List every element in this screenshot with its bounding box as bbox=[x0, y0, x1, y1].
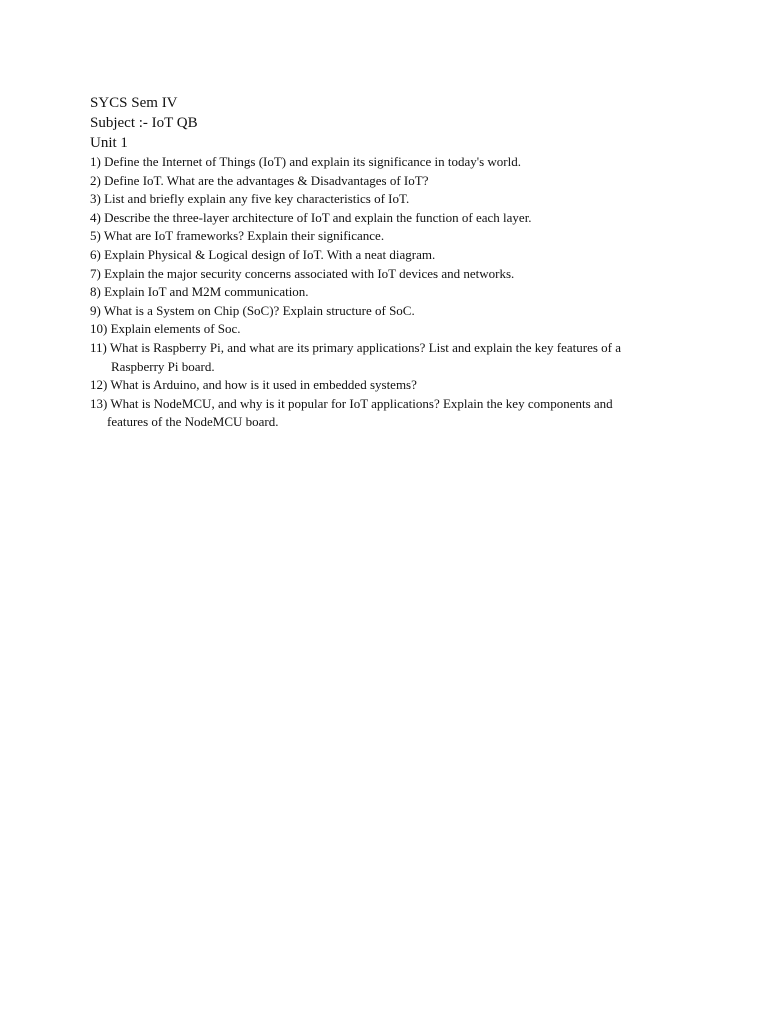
question-text: 2) Define IoT. What are the advantages & Disadvantages of IoT? bbox=[90, 172, 429, 188]
question-text-continuation: Raspberry Pi board. bbox=[111, 358, 215, 374]
question-text: 3) List and briefly explain any five key characteristics of IoT. bbox=[90, 191, 410, 207]
question-text: 4) Describe the three-layer architecture of IoT and explain the function of each layer. bbox=[90, 209, 532, 225]
question-item bbox=[90, 339, 690, 376]
question-list bbox=[90, 153, 690, 432]
question-item bbox=[90, 376, 690, 395]
subject-title: Subject :- IoT QB bbox=[90, 115, 198, 131]
question-text: 11) What is Raspberry Pi, and what are its primary applications? List and explain the key features of a bbox=[90, 339, 622, 355]
question-item bbox=[90, 227, 690, 246]
question-item bbox=[90, 265, 690, 284]
unit-heading: Unit 1 bbox=[90, 135, 128, 151]
question-item bbox=[90, 246, 690, 265]
question-text: 1) Define the Internet of Things (IoT) and explain its significance in today's world. bbox=[90, 154, 521, 169]
question-text: 6) Explain Physical & Logical design of IoT. With a neat diagram. bbox=[90, 246, 436, 262]
question-text: 9) What is a System on Chip (SoC)? Explain structure of SoC. bbox=[90, 302, 415, 318]
question-text: 10) Explain elements of Soc. bbox=[90, 321, 241, 337]
question-item bbox=[90, 172, 690, 191]
question-bank bbox=[90, 93, 690, 432]
question-text-continuation: features of the NodeMCU board. bbox=[107, 414, 279, 430]
question-item bbox=[90, 153, 690, 172]
question-item bbox=[90, 283, 690, 302]
question-item bbox=[90, 320, 690, 339]
question-item bbox=[90, 302, 690, 321]
question-text: 13) What is NodeMCU, and why is it popular for IoT applications? Explain the key components and bbox=[90, 395, 613, 411]
question-text: 7) Explain the major security concerns associated with IoT devices and networks. bbox=[90, 265, 515, 281]
question-item bbox=[90, 395, 690, 432]
question-item bbox=[90, 209, 690, 228]
course-title: SYCS Sem IV bbox=[90, 95, 178, 111]
question-text: 8) Explain IoT and M2M communication. bbox=[90, 284, 309, 300]
question-text: 5) What are IoT frameworks? Explain their significance. bbox=[90, 228, 385, 244]
question-item bbox=[90, 190, 690, 209]
question-text: 12) What is Arduino, and how is it used in embedded systems? bbox=[90, 377, 417, 393]
